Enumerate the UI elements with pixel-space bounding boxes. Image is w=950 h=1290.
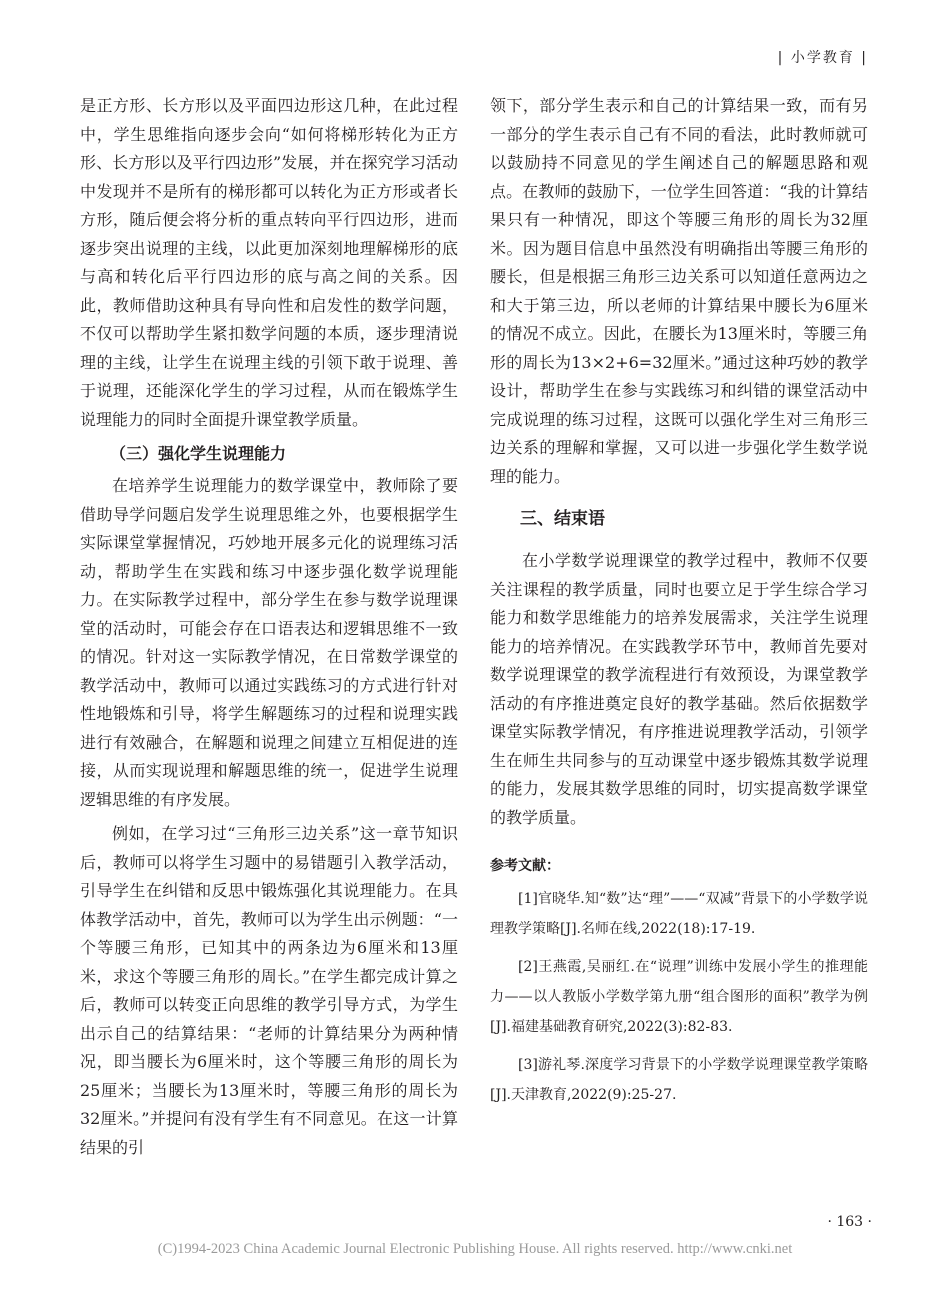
subsection-heading: （三）强化学生说理能力 — [110, 444, 287, 463]
section-header: | 小学教育 | — [777, 50, 868, 66]
reference-item: [2]王燕霞,吴丽红.在“说理”训练中发展小学生的推理能力——以人教版小学数学第九册“组合图形的面积”教学为例[J].福建基础教育研究,2022(3):82-83. — [490, 959, 868, 1035]
left-paragraph-2: 在培养学生说理能力的数学课堂中，教师除了要借助导学问题启发学生说理思维之外，也要根据学生实际课堂掌握情况，巧妙地开展多元化的说理练习活动，帮助学生在实践和练习中逐步强化数学说理能力。在实际教学过程中，部分学生在参与数学说理课堂的活动时，可能会存在口语表达和逻辑思维不一致的情况。针对这一实际教学情况，在日常数学课堂的教学活动中，教师可以通过实践练习的方式进行针对性地锻炼和引导，将学生解题练习的过程和说理实践进行有效融合，在解题和说理之间建立互相促进的连接，从而实现说理和解题思维的统一，促进学生说理逻辑思维的有序发展。 — [80, 476, 458, 809]
page-number: · 163 · — [827, 1214, 872, 1230]
copyright-footer: (C)1994-2023 China Academic Journal Electronic Publishing House. All rights reserved. http://www.cnki.net — [157, 1241, 793, 1257]
section-heading-conclusion: 三、结束语 — [520, 509, 605, 529]
references-title: 参考文献： — [490, 858, 560, 874]
left-paragraph-1: 是正方形、长方形以及平面四边形这几种，在此过程中，学生思维指向逐步会向“如何将梯形转化为正方形、长方形以及平行四边形”发展，并在探究学习活动中发现并不是所有的梯形都可以转化为正方形或者长方形，随后便会将分析的重点转向平行四边形，进而逐步突出说理的主线，以此更加深刻地理解梯形的底与高和转化后平行四边形的底与高之间的关系。因此，教师借助这种具有导向性和启发性的数学问题，不仅可以帮助学生紧扣数学问题的本质，逐步理清说理的主线，让学生在说理主线的引领下敢于说理、善于说理，还能深化学生的学习过程，从而在锻炼学生说理能力的同时全面提升课堂教学质量。 — [80, 96, 458, 429]
left-paragraph-3: 例如，在学习过“三角形三边关系”这一章节知识后，教师可以将学生习题中的易错题引入教学活动，引导学生在纠错和反思中锻炼强化其说理能力。在具体教学活动中，首先，教师可以为学生出示例题：“一个等腰三角形，已知其中的两条边为6厘米和13厘米，求这个等腰三角形的周长。”在学生都完成计算之后，教师可以转变正向思维的教学引导方式，为学生出示自己的结算结果：“老师的计算结果分为两种情况，即当腰长为6厘米时，这个等腰三角形的周长为25厘米；当腰长为13厘米时，等腰三角形的周长为32厘米。”并提问有没有学生有不同意见。在这一计算结果的引 — [80, 824, 458, 1157]
left-column — [80, 92, 458, 1162]
reference-item: [3]游礼琴.深度学习背景下的小学数学说理课堂教学策略[J].天津教育,2022(9):25-27. — [490, 1057, 868, 1103]
right-column — [490, 92, 868, 1118]
reference-item: [1]官晓华.知“数”达“理”——“双减”背景下的小学数学说理教学策略[J].名师在线,2022(18):17-19. — [490, 891, 868, 937]
right-paragraph-1: 领下，部分学生表示和自己的计算结果一致，而有另一部分的学生表示自己有不同的看法，此时教师就可以鼓励持不同意见的学生阐述自己的解题思路和观点。在教师的鼓励下，一位学生回答道：“我的计算结果只有一种情况，即这个等腰三角形的周长为32厘米。因为题目信息中虽然没有明确指出等腰三角形的腰长，但是根据三角形三边关系可以知道任意两边之和大于第三边，所以老师的计算结果中腰长为6厘米的情况不成立。因此，在腰长为13厘米时，等腰三角形的周长为13×2+6=32厘米。”通过这种巧妙的教学设计，帮助学生在参与实践练习和纠错的课堂活动中完成说理的练习过程，这既可以强化学生对三角形三边关系的理解和掌握，又可以进一步强化学生数学说理的能力。 — [490, 96, 868, 486]
right-paragraph-2: 在小学数学说理课堂的教学过程中，教师不仅要关注课程的教学质量，同时也要立足于学生综合学习能力和数学思维能力的培养发展需求，关注学生说理能力的培养情况。在实践教学环节中，教师首先要对数学说理课堂的教学流程进行有效预设，为课堂教学活动的有序推进奠定良好的教学基础。然后依据数学课堂实际教学情况，有序推进说理教学活动，引领学生在师生共同参与的互动课堂中逐步锻炼其数学说理的能力，发展其数学思维的同时，切实提高数学课堂的教学质量。 — [490, 551, 868, 827]
